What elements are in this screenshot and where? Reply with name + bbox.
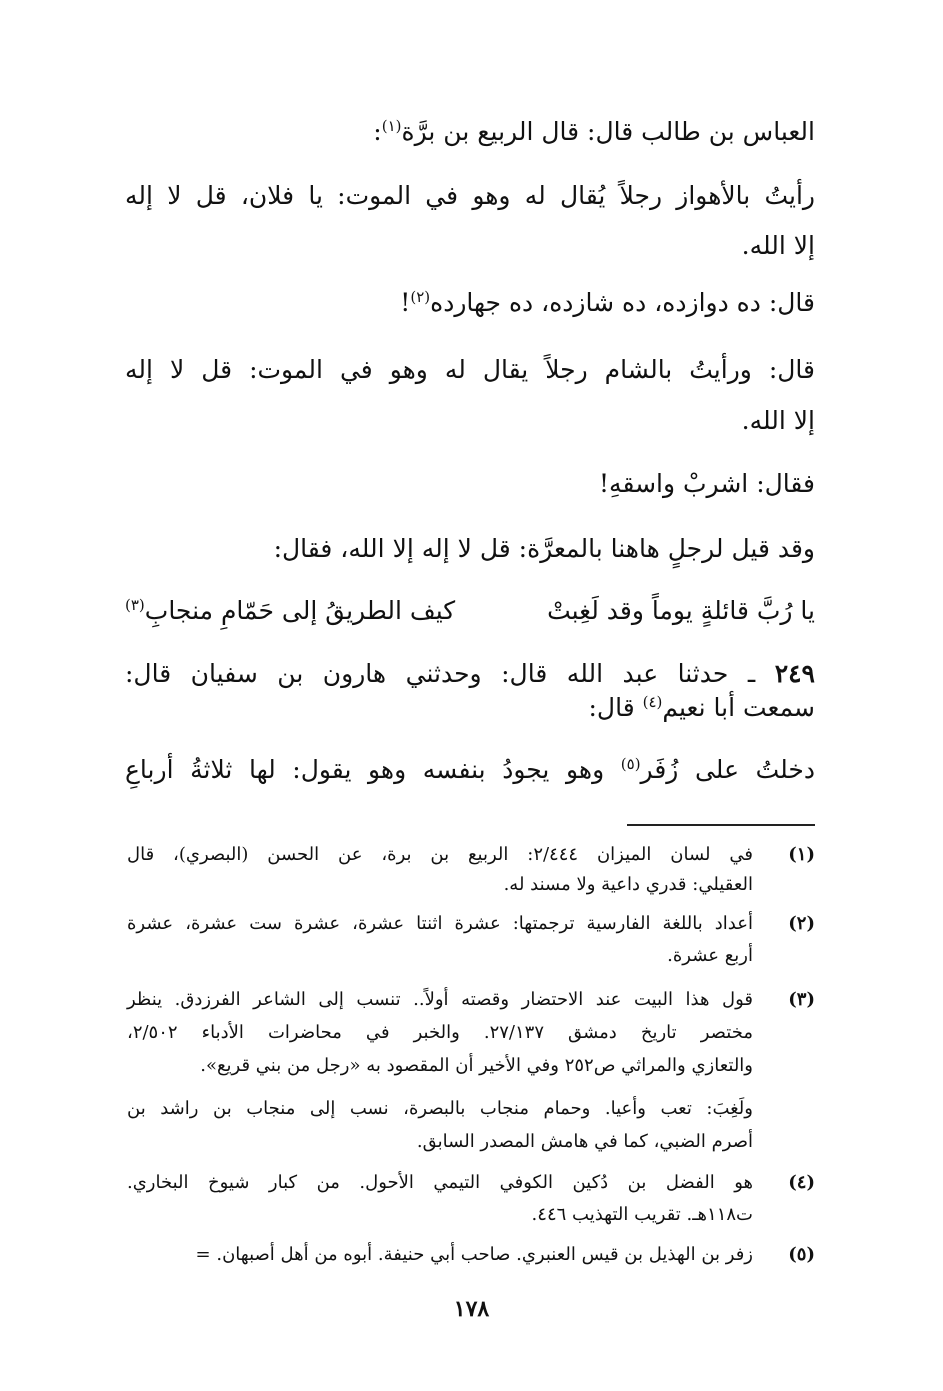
footnote-3-line-3: والتعازي والمراثي ص٢٥٢ وفي الأخير أن المقصود به «رجل من بني قريع». <box>200 1055 753 1076</box>
entry-line-3: دخلتُ على زُفَر$^{(٥)}$ وهو يجودُ بنفسه وهو يقول: لها ثلاثةُ أرباعِ <box>125 755 816 784</box>
entry-line-1: ٢٤٩ ـ حدثنا عبد الله قال: وحدثني هارون بن سفيان قال: <box>125 659 815 688</box>
body-line-1: العباس بن طالب قال: قال الربيع بن برَّة$^{(١)}$: <box>373 117 815 146</box>
body-line-7: فقال: اشربْ واسقهِ! <box>599 469 815 498</box>
body-line-6: إلا الله. <box>741 406 815 435</box>
entry-number: ٢٤٩ <box>774 659 815 688</box>
body-line-4: قال: ده دوازده، ده شازده، ده جهارده$^{(٢)}$! <box>400 288 815 317</box>
footnote-3-line-4: ولَغِبَ: تعب وأعيا. وحمام منجاب بالبصرة، نسب إلى منجاب بن راشد بن <box>127 1098 753 1119</box>
footnote-number-1: (١) <box>788 844 815 865</box>
footnote-separator <box>627 824 815 826</box>
verse-first-hemistich: يا رُبَّ قائلةٍ يوماً وقد لَغِبتْ <box>547 596 815 625</box>
footnote-ref-3: (٣) <box>125 596 145 614</box>
body-line-3: إلا الله. <box>741 231 815 260</box>
footnote-3-line-1: قول هذا البيت عند الاحتضار وقصته أولاً.. تنسب إلى الشاعر الفرزدق. ينظر <box>127 989 753 1010</box>
footnote-5-line-1: زفر بن الهذيل بن قيس العنبري. صاحب أبي حنيفة. أبوه من أهل أصبهان. = <box>195 1244 753 1265</box>
footnote-ref-2: (٢) <box>410 288 431 306</box>
footnote-1-line-2: العقيلي: قدري داعية ولا مسند له. <box>503 874 753 895</box>
footnote-ref-4: (٤) <box>642 693 663 711</box>
footnote-ref-1: (١) <box>381 117 402 135</box>
footnote-number-2: (٢) <box>788 913 815 934</box>
verse-second-hemistich: كيف الطريقُ إلى حَمّامِ منجابِ$^{(٣)}$ <box>125 596 456 625</box>
footnote-1-line-1: في لسان الميزان ٢/٤٤٤: الربيع بن برة، عن الحسن (البصري)، قال <box>127 844 753 865</box>
body-line-5: قال: ورأيتُ بالشام رجلاً يقال له وهو في الموت: قل لا إله <box>125 355 815 384</box>
footnote-number-3: (٣) <box>788 989 815 1010</box>
body-line-8: وقد قيل لرجلٍ هاهنا بالمعرَّة: قل لا إله إلا الله، فقال: <box>273 534 815 563</box>
footnote-number-4: (٤) <box>788 1172 815 1193</box>
page-number: ١٧٨ <box>453 1296 490 1322</box>
footnote-3-line-5: أصرم الضبي، كما في هامش المصدر السابق. <box>416 1131 753 1152</box>
footnote-number-5: (٥) <box>788 1244 815 1265</box>
footnote-2-line-1: أعداد باللغة الفارسية ترجمتها: عشرة اثنتا عشرة، عشرة ست عشرة، عشرة <box>127 913 753 934</box>
footnote-4-line-1: هو الفضل بن دُكين الكوفي التيمي الأحول. من كبار شيوخ البخاري. <box>127 1172 753 1193</box>
footnote-3-line-2: مختصر تاريخ دمشق ٢٧/١٣٧. والخبر في محاضرات الأدباء ٢/٥٠٢، <box>127 1022 753 1043</box>
footnote-ref-5: (٥) <box>620 755 641 773</box>
footnote-2-line-2: أربع عشرة. <box>667 945 753 966</box>
body-line-2: رأيتُ بالأهواز رجلاً يُقال له وهو في الموت: يا فلان، قل لا إله <box>125 181 815 210</box>
footnote-4-line-2: ت١١٨هـ. تقريب التهذيب ٤٤٦. <box>531 1204 753 1225</box>
entry-line-2: سمعت أبا نعيم$^{(٤)}$ قال: <box>588 693 815 722</box>
